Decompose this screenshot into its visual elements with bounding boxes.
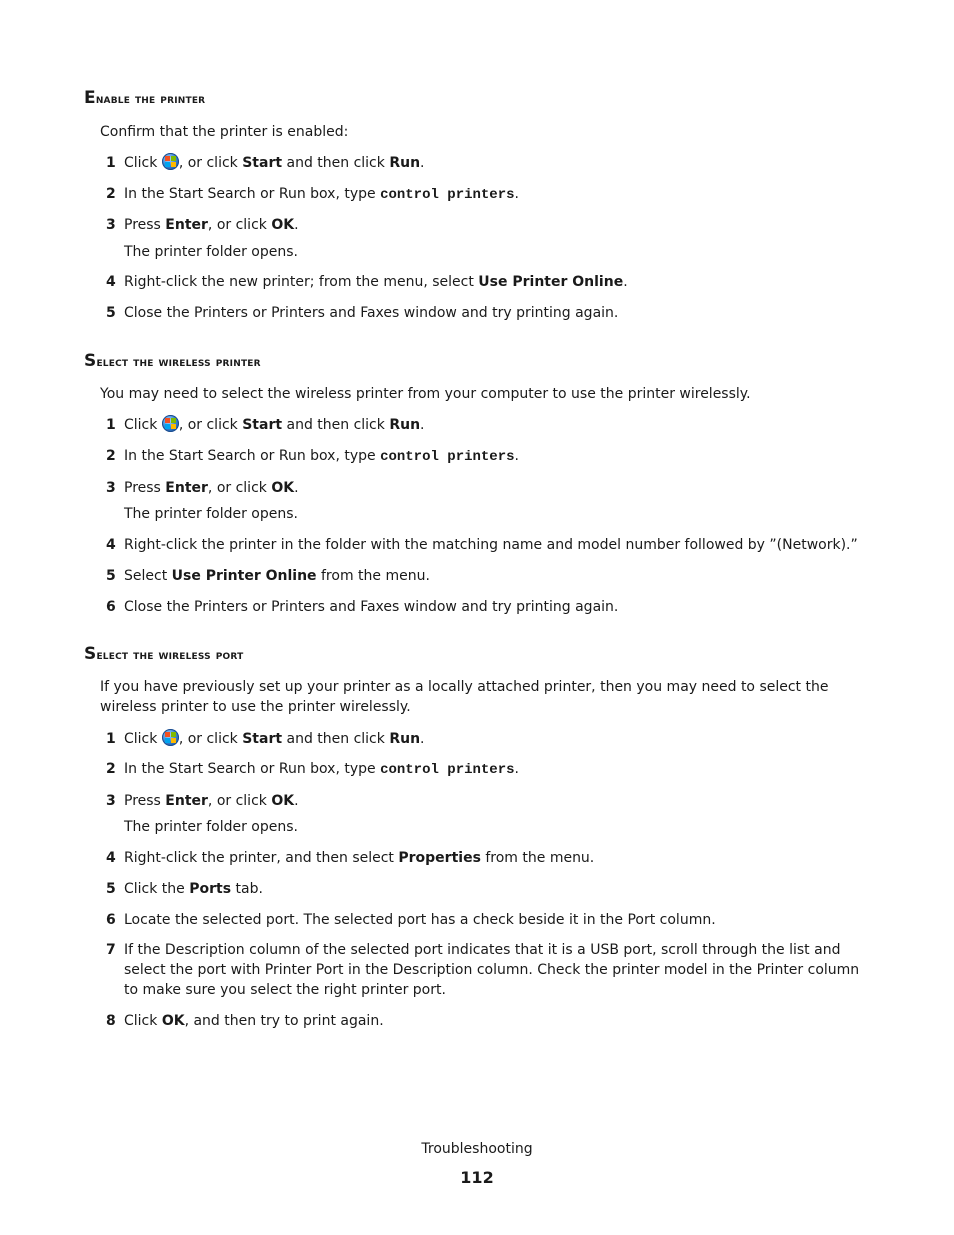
step-text: Right-click the printer, and then select Properties from the menu. (124, 850, 595, 866)
step-number: 4 (106, 537, 116, 553)
step-number: 7 (106, 942, 116, 958)
heading-rest: elect the wireless printer (96, 354, 261, 370)
step-text: Click , or click Start and then click Run. (124, 155, 425, 171)
step-number: 4 (106, 850, 116, 866)
step-text: In the Start Search or Run box, type control printers. (124, 186, 519, 203)
footer-section-label: Troubleshooting (421, 1141, 533, 1157)
step-text: Click , or click Start and then click Run. (124, 417, 425, 433)
heading-initial: S (84, 351, 97, 371)
page-number: 112 (460, 1168, 494, 1187)
section-intro: Confirm that the printer is enabled: (100, 124, 349, 140)
step-text: Press Enter, or click OK. (124, 217, 299, 233)
windows-start-orb-icon (162, 729, 179, 746)
step-text: Right-click the new printer; from the menu, select Use Printer Online. (124, 274, 628, 290)
step-text: Click , or click Start and then click Run. (124, 731, 425, 747)
step-note: The printer folder opens. (124, 819, 298, 835)
step-number: 5 (106, 881, 116, 897)
section-intro: You may need to select the wireless printer from your computer to use the printer wirelessly. (100, 386, 751, 402)
heading-initial: S (84, 644, 97, 664)
heading-rest: elect the wireless port (96, 647, 244, 663)
code-command: control printers (380, 762, 515, 778)
section-heading-select-wireless-port (84, 644, 243, 664)
step-text: Close the Printers or Printers and Faxes window and try printing again. (124, 305, 619, 321)
step-number: 4 (106, 274, 116, 290)
step-number: 5 (106, 305, 116, 321)
section-heading-enable-printer (84, 88, 205, 108)
heading-rest: nable the printer (95, 91, 206, 107)
step-number: 2 (106, 761, 116, 777)
step-text: If the Description column of the selected port indicates that it is a USB port, scroll through the list and select the port with Printer Port in the Description column. Check the printer model in the Printer column to make sure you select the right printer port. (124, 942, 860, 998)
step-number: 2 (106, 186, 116, 202)
step-text: Press Enter, or click OK. (124, 480, 299, 496)
step-text: Select Use Printer Online from the menu. (124, 568, 430, 584)
section-intro: If you have previously set up your printer as a locally attached printer, then you may need to select the wireless printer to use the printer wirelessly. (100, 679, 829, 715)
step-note: The printer folder opens. (124, 244, 298, 260)
step-number: 1 (106, 155, 116, 171)
section-heading-select-wireless-printer (84, 351, 261, 371)
step-number: 3 (106, 793, 116, 809)
windows-start-orb-icon (162, 153, 179, 170)
step-text: Locate the selected port. The selected port has a check beside it in the Port column. (124, 912, 716, 928)
step-text: Right-click the printer in the folder with the matching name and model number followed by ”(Network).” (124, 537, 858, 553)
step-text: In the Start Search or Run box, type control printers. (124, 761, 519, 778)
step-note: The printer folder opens. (124, 506, 298, 522)
step-number: 6 (106, 912, 116, 928)
windows-start-orb-icon (162, 415, 179, 432)
heading-initial: E (84, 88, 96, 108)
step-number: 3 (106, 217, 116, 233)
step-text: In the Start Search or Run box, type control printers. (124, 448, 519, 465)
step-number: 1 (106, 417, 116, 433)
code-command: control printers (380, 449, 515, 465)
step-text: Click OK, and then try to print again. (124, 1013, 384, 1029)
step-text: Click the Ports tab. (124, 881, 263, 897)
step-number: 6 (106, 599, 116, 615)
step-number: 3 (106, 480, 116, 496)
step-text: Close the Printers or Printers and Faxes window and try printing again. (124, 599, 619, 615)
step-number: 5 (106, 568, 116, 584)
step-text: Press Enter, or click OK. (124, 793, 299, 809)
step-number: 2 (106, 448, 116, 464)
step-number: 8 (106, 1013, 116, 1029)
code-command: control printers (380, 187, 515, 203)
step-number: 1 (106, 731, 116, 747)
